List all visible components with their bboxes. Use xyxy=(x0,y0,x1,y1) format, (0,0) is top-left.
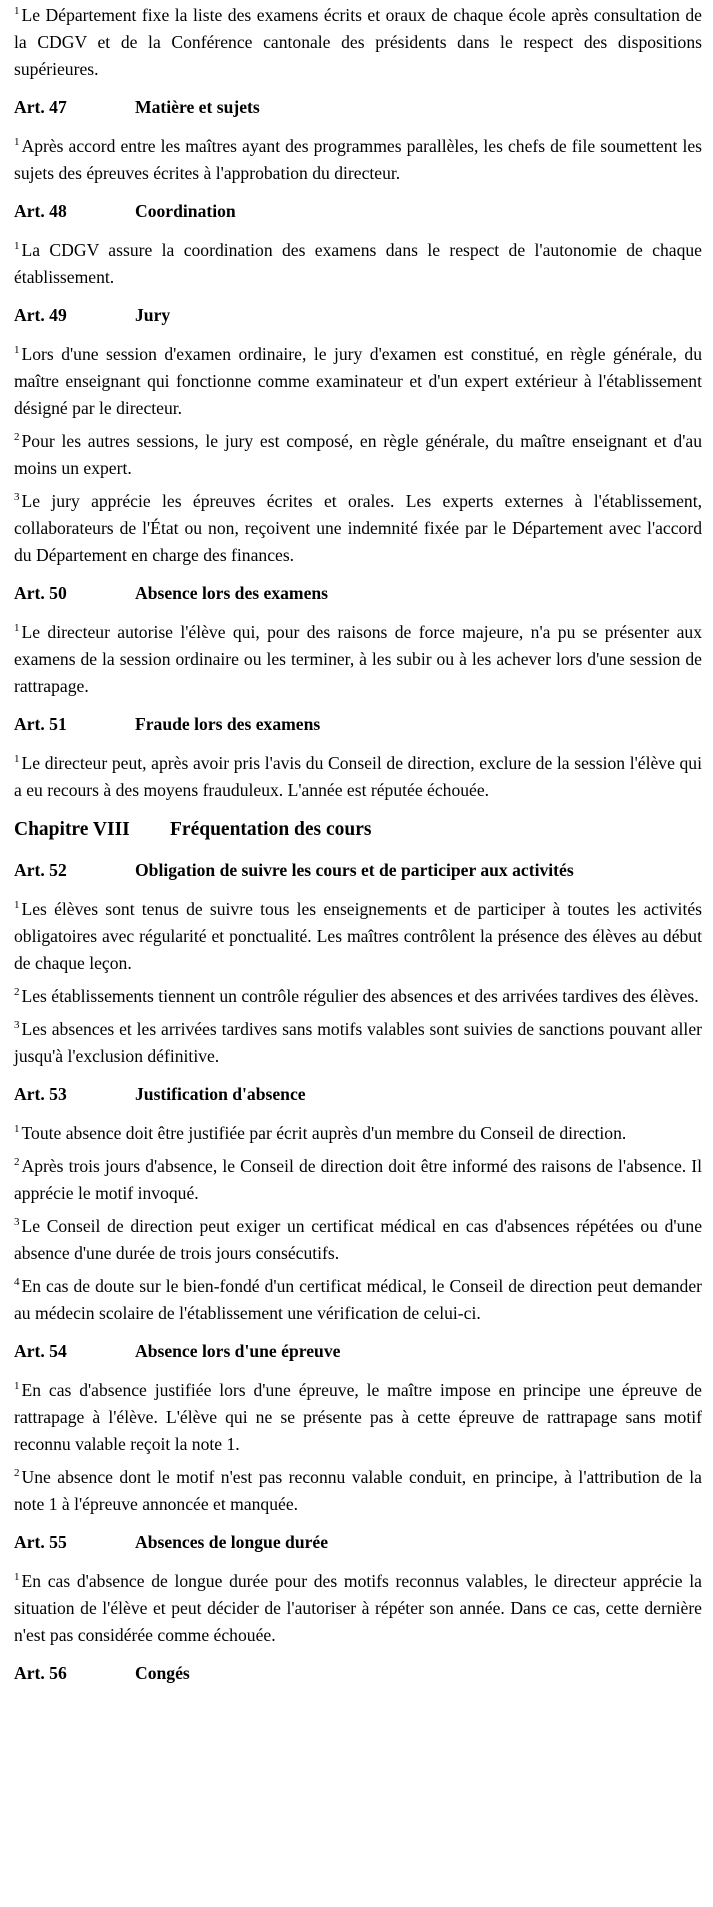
paragraph-text: Après trois jours d'absence, le Conseil de direction doit être informé des raisons de l'absence. Il apprécie le motif invoqué. xyxy=(14,1156,702,1203)
article-heading xyxy=(14,1081,702,1108)
paragraph xyxy=(14,619,702,700)
paragraph-text: Le Département fixe la liste des examens écrits et oraux de chaque école après consultation de la CDGV et de la Conférence cantonale des présidents dans le respect des dispositions supérieures. xyxy=(14,5,702,79)
article-number: Art. 54 xyxy=(14,1341,67,1361)
paragraph-number: 1 xyxy=(14,899,20,911)
article-heading xyxy=(14,1338,702,1365)
article-number: Art. 52 xyxy=(14,860,67,880)
paragraph xyxy=(14,428,702,482)
article-heading xyxy=(14,1529,702,1556)
paragraph xyxy=(14,1464,702,1518)
article-title: Absence lors des examens xyxy=(135,583,329,603)
article-heading xyxy=(14,711,702,738)
article-number: Art. 56 xyxy=(14,1663,67,1683)
paragraph-text: Les absences et les arrivées tardives sans motifs valables sont suivies de sanctions pouvant aller jusqu'à l'exclusion définitive. xyxy=(14,1019,702,1066)
paragraph-number: 1 xyxy=(14,240,20,252)
paragraph-number: 2 xyxy=(14,431,20,443)
paragraph-text: En cas de doute sur le bien-fondé d'un certificat médical, le Conseil de direction peut demander au médecin scolaire de l'établissement une vérification de celui-ci. xyxy=(14,1276,702,1323)
paragraph xyxy=(14,1377,702,1458)
paragraph xyxy=(14,1213,702,1267)
paragraph xyxy=(14,488,702,569)
chapter-heading xyxy=(14,816,702,843)
article-title: Obligation de suivre les cours et de participer aux activités xyxy=(135,860,574,880)
paragraph-text: Après accord entre les maîtres ayant des programmes parallèles, les chefs de file soumettent les sujets des épreuves écrites à l'approbation du directeur. xyxy=(14,136,702,183)
paragraph xyxy=(14,1016,702,1070)
article-title: Absences de longue durée xyxy=(135,1532,329,1552)
chapter-title: Fréquentation des cours xyxy=(170,819,372,840)
paragraph xyxy=(14,237,702,291)
article-title: Coordination xyxy=(135,201,236,221)
paragraph-text: La CDGV assure la coordination des examens dans le respect de l'autonomie de chaque établissement. xyxy=(14,240,702,287)
paragraph-number: 4 xyxy=(14,1276,20,1288)
paragraph-text: Le directeur autorise l'élève qui, pour des raisons de force majeure, n'a pu se présenter aux examens de la session ordinaire ou les terminer, à les subir ou à les achever lors d'une session de rattrapage. xyxy=(14,622,702,696)
paragraph xyxy=(14,341,702,422)
paragraph-text: Une absence dont le motif n'est pas reconnu valable conduit, en principe, à l'attribution de la note 1 à l'épreuve annoncée et manquée. xyxy=(14,1467,702,1514)
paragraph-number: 2 xyxy=(14,986,20,998)
article-title: Matière et sujets xyxy=(135,97,260,117)
article-title: Fraude lors des examens xyxy=(135,714,321,734)
article-heading xyxy=(14,198,702,225)
article-heading xyxy=(14,94,702,121)
paragraph-number: 1 xyxy=(14,1380,20,1392)
paragraph-number: 3 xyxy=(14,491,20,503)
article-number: Art. 50 xyxy=(14,583,67,603)
article-heading xyxy=(14,580,702,607)
article-number: Art. 53 xyxy=(14,1084,67,1104)
paragraph-number: 1 xyxy=(14,136,20,148)
paragraph-text: Pour les autres sessions, le jury est composé, en règle générale, du maître enseignant et d'au moins un expert. xyxy=(14,431,702,478)
paragraph xyxy=(14,133,702,187)
paragraph-text: Le jury apprécie les épreuves écrites et orales. Les experts externes à l'établissement, collaborateurs de l'État ou non, reçoivent une indemnité fixée par le Département avec l'accord du Département en charge des finances. xyxy=(14,491,702,565)
paragraph-number: 3 xyxy=(14,1216,20,1228)
paragraph xyxy=(14,1568,702,1649)
article-title: Justification d'absence xyxy=(135,1084,306,1104)
paragraph xyxy=(14,1153,702,1207)
paragraph-number: 1 xyxy=(14,622,20,634)
article-heading xyxy=(14,1660,702,1687)
paragraph xyxy=(14,2,702,83)
chapter-number: Chapitre VIII xyxy=(14,819,130,840)
paragraph-text: Les élèves sont tenus de suivre tous les enseignements et de participer à toutes les activités obligatoires avec régularité et ponctualité. Les maîtres contrôlent la présence des élèves au début de chaque leçon. xyxy=(14,899,702,973)
paragraph xyxy=(14,1273,702,1327)
paragraph-number: 3 xyxy=(14,1019,20,1031)
paragraph xyxy=(14,983,702,1010)
article-number: Art. 51 xyxy=(14,714,67,734)
paragraph-number: 1 xyxy=(14,1571,20,1583)
paragraph-text: Toute absence doit être justifiée par écrit auprès d'un membre du Conseil de direction. xyxy=(21,1123,627,1143)
article-number: Art. 55 xyxy=(14,1532,67,1552)
paragraph-number: 1 xyxy=(14,1123,20,1135)
article-title: Congés xyxy=(135,1663,190,1683)
paragraph-text: Le directeur peut, après avoir pris l'avis du Conseil de direction, exclure de la session l'élève qui a eu recours à des moyens frauduleux. L'année est réputée échouée. xyxy=(14,753,702,800)
article-number: Art. 48 xyxy=(14,201,67,221)
article-title: Jury xyxy=(135,305,171,325)
paragraph-number: 1 xyxy=(14,753,20,765)
paragraph-number: 1 xyxy=(14,5,20,17)
paragraph xyxy=(14,896,702,977)
paragraph xyxy=(14,1120,702,1147)
paragraph-text: Le Conseil de direction peut exiger un certificat médical en cas d'absences répétées ou d'une absence d'une durée de trois jours consécutifs. xyxy=(14,1216,702,1263)
paragraph-text: En cas d'absence de longue durée pour des motifs reconnus valables, le directeur apprécie la situation de l'élève et peut décider de l'autoriser à répéter son année. Dans ce cas, cette dernière n'est pas considérée comme échouée. xyxy=(14,1571,702,1645)
paragraph-number: 2 xyxy=(14,1467,20,1479)
article-number: Art. 49 xyxy=(14,305,67,325)
paragraph-text: Les établissements tiennent un contrôle régulier des absences et des arrivées tardives des élèves. xyxy=(21,986,699,1006)
article-title: Absence lors d'une épreuve xyxy=(135,1341,341,1361)
paragraph xyxy=(14,750,702,804)
paragraph-number: 1 xyxy=(14,344,20,356)
paragraph-text: Lors d'une session d'examen ordinaire, le jury d'examen est constitué, en règle générale, du maître enseignant qui fonctionne comme examinateur et d'un expert extérieur à l'établissement désigné par le directeur. xyxy=(14,344,702,418)
paragraph-text: En cas d'absence justifiée lors d'une épreuve, le maître impose en principe une épreuve de rattrapage à l'élève. L'élève qui ne se présente pas à cette épreuve de rattrapage sans motif reconnu valable reçoit la note 1. xyxy=(14,1380,702,1454)
article-heading xyxy=(14,857,702,884)
article-number: Art. 47 xyxy=(14,97,67,117)
article-heading xyxy=(14,302,702,329)
paragraph-number: 2 xyxy=(14,1156,20,1168)
